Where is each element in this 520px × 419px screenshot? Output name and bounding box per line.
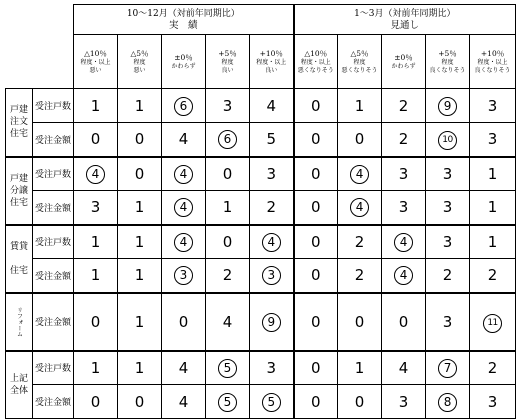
value-cell: 1	[118, 351, 162, 385]
value-cell: 1	[74, 351, 118, 385]
column-desc-label: 程度	[133, 58, 146, 66]
value-cell: 1	[118, 225, 162, 259]
circled-value: 4	[174, 165, 193, 184]
column-header-forecast-1	[294, 35, 338, 89]
table-row	[6, 293, 516, 351]
value-cell: 0	[294, 89, 338, 123]
category-label: 戸建	[9, 105, 28, 116]
column-header-actual-1	[74, 35, 118, 89]
metric-label: 受注金額	[33, 259, 74, 293]
value-cell: 2	[470, 351, 516, 385]
circled-value: 9	[262, 313, 281, 332]
period-actual-header	[74, 5, 294, 35]
metric-label: 受注戸数	[33, 89, 74, 123]
value-cell	[426, 351, 470, 385]
column-pct-label: ±0％	[394, 52, 413, 62]
column-desc-label: 悪くなりそう	[297, 66, 334, 74]
column-pct-label: +10％	[480, 48, 505, 58]
value-cell	[382, 225, 426, 259]
column-pct-label: ±0％	[174, 52, 193, 62]
column-desc-label: かわらず	[391, 62, 416, 70]
category-label	[6, 253, 32, 265]
value-cell: 0	[206, 157, 250, 191]
value-cell: 1	[470, 225, 516, 259]
column-header-forecast-4	[426, 35, 470, 89]
column-pct-label: △10％	[84, 48, 107, 58]
table-row	[6, 157, 516, 191]
category-cell	[6, 351, 33, 419]
period-actual-sub: 実 績	[169, 19, 198, 31]
value-cell: 4	[162, 385, 206, 419]
value-cell: 0	[338, 385, 382, 419]
value-cell	[162, 191, 206, 225]
column-pct-label: △10％	[304, 48, 328, 58]
column-pct-label: +10％	[259, 48, 283, 58]
column-desc-label: 程度	[221, 58, 234, 66]
value-cell: 0	[118, 157, 162, 191]
circled-value: 11	[483, 314, 502, 333]
metric-label: 受注戸数	[33, 225, 74, 259]
table-row	[6, 385, 516, 419]
value-cell: 1	[118, 89, 162, 123]
value-cell: 3	[250, 157, 294, 191]
value-cell	[162, 89, 206, 123]
value-cell: 0	[294, 293, 338, 351]
circled-value: 4	[394, 266, 413, 285]
value-cell	[338, 191, 382, 225]
period-forecast-title: 1～3月（対前年同期比）	[354, 8, 456, 19]
value-cell: 0	[74, 385, 118, 419]
table-row	[6, 225, 516, 259]
value-cell: 0	[294, 385, 338, 419]
value-cell	[338, 157, 382, 191]
column-header-actual-4	[206, 35, 250, 89]
value-cell: 3	[382, 191, 426, 225]
value-cell	[250, 293, 294, 351]
column-desc-label: 良くなりそう	[474, 66, 511, 74]
value-cell: 0	[294, 157, 338, 191]
value-cell: 1	[206, 191, 250, 225]
value-cell: 1	[118, 259, 162, 293]
value-cell: 3	[382, 157, 426, 191]
value-cell: 1	[118, 293, 162, 351]
circled-value: 4	[86, 165, 105, 184]
table-row	[6, 351, 516, 385]
value-cell	[250, 225, 294, 259]
value-cell	[206, 351, 250, 385]
category-label: 住宅	[9, 265, 28, 276]
metric-label: 受注戸数	[33, 351, 74, 385]
category-cell	[6, 225, 33, 293]
table-row	[6, 89, 516, 123]
value-cell: 2	[250, 191, 294, 225]
category-label: 注文	[9, 117, 28, 128]
circled-value: 4	[350, 198, 369, 217]
survey-table	[5, 4, 516, 419]
column-header-forecast-2	[338, 35, 382, 89]
value-cell: 2	[470, 259, 516, 293]
table-row	[6, 123, 516, 157]
column-pct-label: +5％	[218, 48, 237, 58]
column-desc-label: 程度・以上	[80, 58, 111, 66]
table-body	[6, 89, 516, 419]
period-forecast-sub: 見通し	[390, 19, 420, 31]
period-forecast-header	[294, 5, 516, 35]
column-header-forecast-3	[382, 35, 426, 89]
value-cell: 3	[470, 123, 516, 157]
column-desc-label: 程度	[441, 58, 454, 66]
category-label: リフォーム	[15, 306, 23, 337]
column-header-actual-5	[250, 35, 294, 89]
column-desc-label: 良くなりそう	[429, 66, 466, 74]
circled-value: 3	[262, 266, 281, 285]
value-cell: 3	[250, 351, 294, 385]
value-cell: 1	[470, 157, 516, 191]
column-header-actual-2	[118, 35, 162, 89]
circled-value: 9	[438, 97, 457, 116]
table-row	[6, 191, 516, 225]
column-header-forecast-5	[470, 35, 516, 89]
value-cell	[162, 225, 206, 259]
value-cell: 3	[470, 89, 516, 123]
value-cell	[162, 157, 206, 191]
value-cell: 3	[382, 385, 426, 419]
value-cell	[250, 259, 294, 293]
value-cell: 0	[382, 293, 426, 351]
value-cell: 2	[382, 89, 426, 123]
column-pct-label: △5％	[130, 48, 149, 58]
value-cell: 1	[338, 351, 382, 385]
metric-label: 受注金額	[33, 191, 74, 225]
column-desc-label: 程度	[353, 58, 366, 66]
value-cell: 2	[338, 225, 382, 259]
value-cell	[426, 385, 470, 419]
metric-label: 受注戸数	[33, 157, 74, 191]
category-label: 戸建	[9, 173, 28, 184]
circled-value: 4	[174, 198, 193, 217]
circled-value: 8	[438, 393, 457, 412]
value-cell	[162, 259, 206, 293]
column-desc-label: 良い	[221, 66, 234, 74]
value-cell: 0	[118, 385, 162, 419]
value-cell	[74, 157, 118, 191]
category-label: 住宅	[9, 197, 28, 208]
value-cell: 2	[426, 259, 470, 293]
value-cell: 1	[470, 191, 516, 225]
value-cell: 0	[338, 293, 382, 351]
column-desc-label: 悪い	[89, 66, 102, 74]
column-desc-label: 悪くなりそう	[341, 66, 378, 74]
column-desc-label: 悪い	[133, 66, 146, 74]
value-cell: 0	[338, 123, 382, 157]
circled-value: 4	[350, 165, 369, 184]
column-desc-label: 程度・以上	[477, 58, 508, 66]
value-cell: 3	[426, 293, 470, 351]
circled-value: 4	[262, 233, 281, 252]
corner-cell	[6, 5, 74, 89]
value-cell: 2	[338, 259, 382, 293]
metric-label: 受注金額	[33, 123, 74, 157]
value-cell: 0	[294, 191, 338, 225]
value-cell	[426, 123, 470, 157]
value-cell: 0	[294, 225, 338, 259]
category-label: 全体	[9, 385, 28, 396]
value-cell: 0	[74, 293, 118, 351]
value-cell: 3	[426, 225, 470, 259]
category-label: 分譲	[9, 185, 28, 196]
value-cell: 0	[162, 293, 206, 351]
value-cell: 1	[338, 89, 382, 123]
category-cell	[6, 89, 33, 157]
column-header-actual-3	[162, 35, 206, 89]
circled-value: 3	[174, 266, 193, 285]
circled-value: 6	[174, 97, 193, 116]
value-cell: 4	[250, 89, 294, 123]
circled-value: 10	[438, 131, 457, 150]
category-label: 賃貸	[9, 241, 28, 252]
column-pct-label: +5％	[438, 48, 457, 58]
value-cell: 0	[294, 351, 338, 385]
value-cell: 1	[74, 89, 118, 123]
value-cell: 3	[470, 385, 516, 419]
value-cell: 3	[74, 191, 118, 225]
circled-value: 5	[218, 393, 237, 412]
column-desc-label: 程度・以上	[256, 58, 287, 66]
value-cell: 0	[294, 259, 338, 293]
column-pct-label: △5％	[350, 48, 369, 58]
period-header-row	[6, 5, 516, 35]
value-cell: 4	[162, 123, 206, 157]
value-cell: 2	[206, 259, 250, 293]
value-cell: 4	[382, 351, 426, 385]
value-cell: 1	[74, 225, 118, 259]
value-cell: 2	[382, 123, 426, 157]
value-cell	[206, 385, 250, 419]
column-desc-label: 程度・以上	[300, 58, 331, 66]
value-cell: 0	[206, 225, 250, 259]
column-desc-label: かわらず	[171, 62, 196, 70]
circled-value: 5	[262, 393, 281, 412]
category-label: 住宅	[9, 129, 28, 140]
value-cell: 3	[426, 191, 470, 225]
column-desc-label: 良い	[265, 66, 278, 74]
value-cell	[206, 123, 250, 157]
circled-value: 4	[394, 233, 413, 252]
table-row	[6, 259, 516, 293]
value-cell	[470, 293, 516, 351]
value-cell	[426, 89, 470, 123]
value-cell: 3	[426, 157, 470, 191]
value-cell: 4	[162, 351, 206, 385]
column-header-row	[6, 35, 516, 89]
value-cell: 1	[118, 191, 162, 225]
value-cell: 0	[294, 123, 338, 157]
metric-label: 受注金額	[33, 385, 74, 419]
value-cell: 0	[118, 123, 162, 157]
metric-label: 受注金額	[33, 293, 74, 351]
value-cell	[382, 259, 426, 293]
value-cell: 4	[206, 293, 250, 351]
circled-value: 6	[218, 130, 237, 149]
value-cell: 1	[74, 259, 118, 293]
category-label: 上記	[9, 373, 28, 384]
period-actual-title: 10～12月（対前年同期比）	[126, 8, 240, 19]
category-cell	[6, 293, 33, 351]
circled-value: 7	[438, 359, 457, 378]
category-cell	[6, 157, 33, 225]
circled-value: 4	[174, 233, 193, 252]
value-cell	[250, 385, 294, 419]
value-cell: 3	[206, 89, 250, 123]
value-cell: 0	[74, 123, 118, 157]
value-cell: 5	[250, 123, 294, 157]
circled-value: 5	[218, 359, 237, 378]
